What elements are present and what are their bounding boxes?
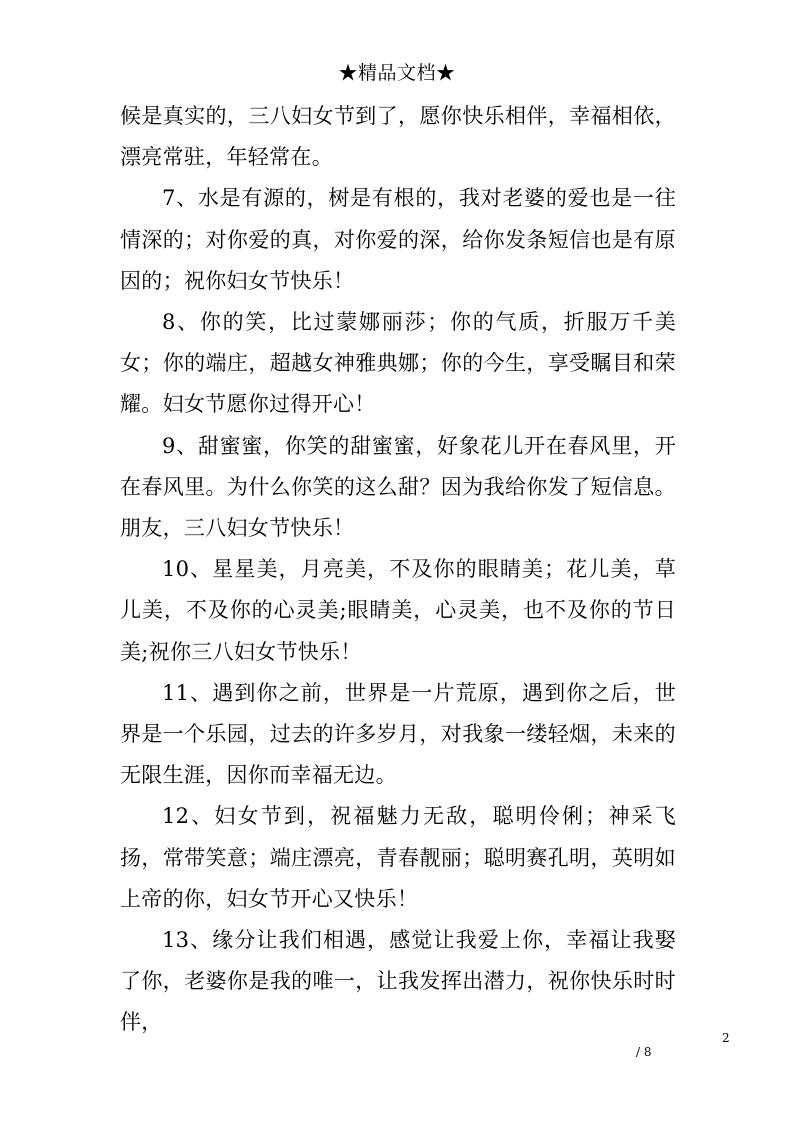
document-body xyxy=(120,96,676,1044)
paragraph-item-7: 7、水是有源的，树是有根的，我对老婆的爱也是一往情深的；对你爱的真，对你爱的深，给你发条短信也是有原因的；祝你妇女节快乐！ xyxy=(120,186,676,293)
paragraph-continued: 候是真实的，三八妇女节到了，愿你快乐相伴，幸福相依，漂亮常驻，年轻常在。 xyxy=(120,104,676,170)
page-number: 2 xyxy=(722,1031,730,1045)
paragraph-item-11: 11、遇到你之前，世界是一片荒原，遇到你之后，世界是一个乐园，过去的许多岁月，对我象一缕轻烟，未来的无限生涯，因你而幸福无边。 xyxy=(120,680,676,788)
paragraph-item-8: 8、你的笑，比过蒙娜丽莎；你的气质，折服万千美女；你的端庄，超越女神雅典娜；你的今生，享受瞩目和荣耀。妇女节愿你过得开心！ xyxy=(120,310,676,417)
paragraph-item-9: 9、甜蜜蜜，你笑的甜蜜蜜，好象花儿开在春风里，开在春风里。为什么你笑的这么甜？因为我给你发了短信息。朋友，三八妇女节快乐！ xyxy=(120,433,676,541)
paragraph-item-10: 10、星星美，月亮美，不及你的眼睛美；花儿美，草儿美，不及你的心灵美;眼睛美，心灵美，也不及你的节日美;祝你三八妇女节快乐！ xyxy=(120,557,676,664)
page-total: / 8 xyxy=(636,1045,652,1059)
paragraph-item-12: 12、妇女节到，祝福魅力无敌，聪明伶俐；神采飞扬，常带笑意；端庄漂亮，青春靓丽；聪明赛孔明，英明如上帝的你，妇女节开心又快乐！ xyxy=(120,804,676,911)
paragraph-item-13: 13、缘分让我们相遇，感觉让我爱上你，幸福让我娶了你，老婆你是我的唯一，让我发挥出潜力，祝你快乐时时伴， xyxy=(120,928,676,1035)
document-header-title: ★精品文档★ xyxy=(338,62,456,84)
